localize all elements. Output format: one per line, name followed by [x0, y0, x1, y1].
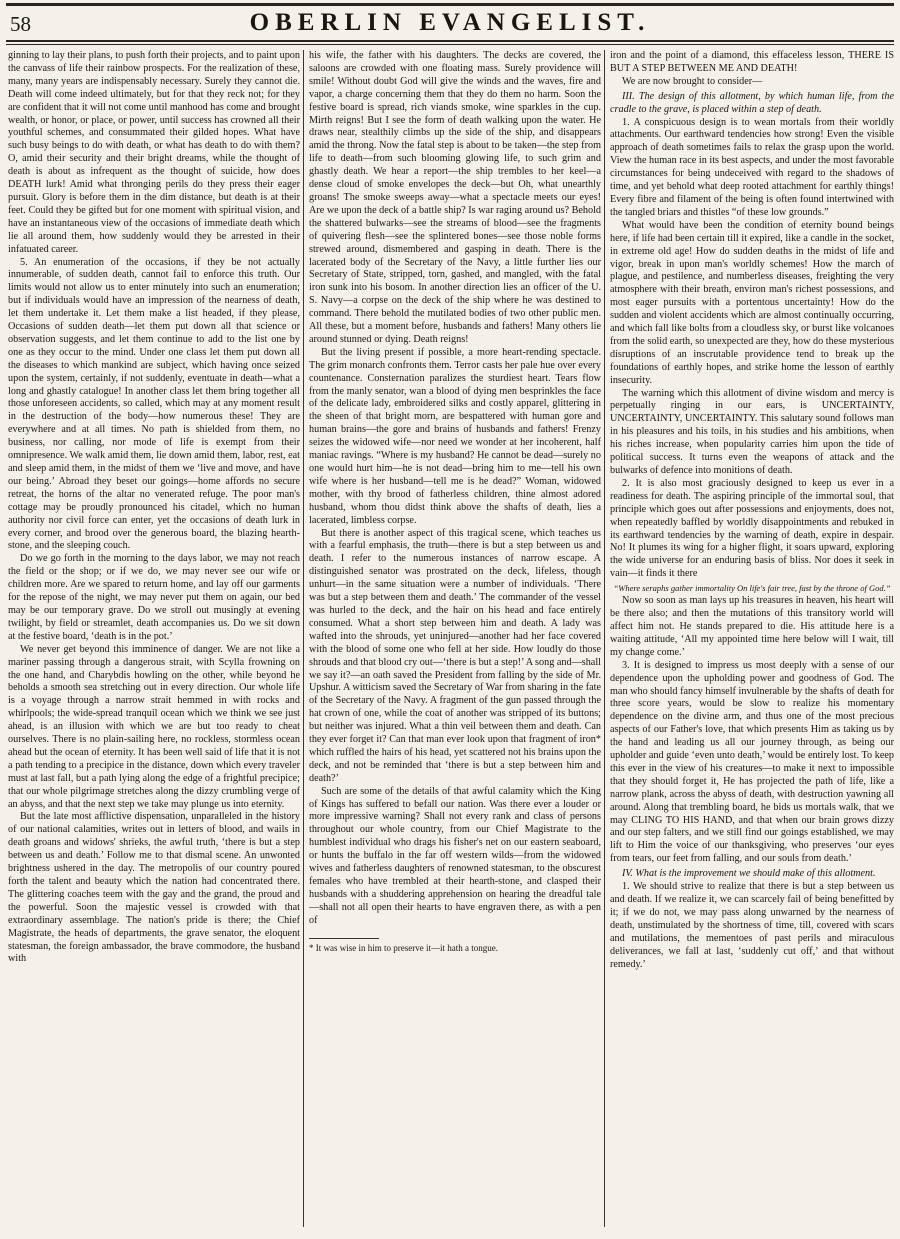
paragraph: 1. We should strive to realize that there is but a step between us and death. If we realize it, we can scarcely fail of being benefitted by it; if we do not, we may pass along unwarned by the nearness of death, unstimulated by the shortness of time, till, covered with scars and mutilations, the mementoes of past perils and miraculous deliverances, we fall at last, ‘suddenly cut off,’ and that without remedy.’ [610, 881, 894, 970]
paragraph: Do we go forth in the morning to the days labor, we may not reach the field or the shop; or if we do, we may never see our wife or children more. Are we spared to return home, and lay off our garments for the repose of the night, we may never put them on again, our bed may be our temporary grave. Do we stroll out musingly at evening twilight, by field or streamlet, death accompanies us. Do we sit down at the festive board, ‘death is in the pot.’ [8, 553, 300, 642]
paragraph: What would have been the condition of eternity bound beings here, if life had been certain till it expired, like a candle in the socket, in extreme old age! How do sudden deaths in the midst of life and vigor, break in upon man's worldly schemes! How the march of plague, and pestilence, and numberless diseases, freighting the very atmosphere with their breath, environ man's richest possessions, and most eager pursuits with a portentous uncertainty! How do the sudden and violent accidents which are almost continually occurring, and which fall like bolts from a cloudless sky, or burst like volcanoes from the solid earth, so unexpected are they, how do these mysterious disruptions of an inscrutable providence tend to break up the foundations of earthly hopes, and strike home the lesson of earthly insecurity. [610, 219, 894, 386]
paragraph: But there is another aspect of this tragical scene, which teaches us with a fearful emphasis, the truth—there is but a step between us and death. I refer to the numerous instances of narrow escape. A distinguished senator was prostrated on the deck, lifeless, though unhurt—in the same situation were a number of individuals. ‘There was but a step between them and death.’ The commander of the vessel was hurled to the deck, and the hair on his head and face entirely consumed. What a short step between him and death. A lady was wafted into the shrouds, yet uninjured—another had her face covered with the blood of some one who fell at her side. How loudly do those shrouds and that blood cry out—‘there is but a step!’ A song and—shall we say it?—an oath saved the President from falling by the side of Mr. Upshur. A witticism saved the Secretary of War from sharing in the fate of the Secretary of the Navy. A fragment of the gun passed through the hat crown of one, while the coat of another was stripped of its buttons; but neither was injured. What a thin veil between them and death. Can they ever forget it? Can that man ever look upon that fragment of iron* which ruffled the hairs of his head, yet scattered not his brains upon the deck, and not be reminded that ‘there is but a step between him and death?’ [309, 527, 601, 784]
column-divider [303, 50, 304, 1227]
paragraph: 5. An enumeration of the occasions, if they be not actually innumerable, of sudden death, cannot fail to enforce this truth. Our limits would not allow us to enter minutely into such an enumeration; but if individuals would have an impression of the nearness of death, let them undertake it. Let them make a list headed, if they please, Occasions of sudden death—let them put down all that science or observation suggests, and let them continue to add to the list one by one as they occur to the mind. Under one class let them put down all the diseases to which mankind are subject, which having once seized upon the system, certainly, if not suddenly, eventuate in death—what a long and ghastly catalogue! In another class let them bring together all those unforeseen accidents, so called, which may at any moment result in the destruction of the body—how numerous these! They are everywhere and at all times. No path is shielded from them, no business, nor calling, nor mode of life is exempt from their omnipresence. We walk amid them, lie down amid them, labor, rest, eat and sleep amid them, in the midst of them we ‘live and move, and have our being.’ Abroad they beset our goings—home affords no secure retreat, the horns of the altar no venerated refuge. The poor man's cottage may be proudly pronounced his citadel, which no human authority nor civil force can enter, yet the occasions of death lurk in every corner, and brood over the generous board, the blazing hearth-stone, and the sleeping couch. [8, 256, 300, 552]
paragraph: We are now brought to consider— [622, 75, 763, 87]
column-1 [8, 50, 300, 1233]
paragraph: But the late most afflictive dispensation, unparalleled in the history of our national calamities, writes out in letters of blood, and wails in death groans and widows' shrieks, the awful truth, ‘there is but a step between us and death.’ Follow me to that dismal scene. An unwonted brightness ushered in the day. The metropolis of our country poured forth the talent and beauty which the nation had concentrated there. The glittering coaches teem with the gay and the grand, the proud and the powerful. Soon the majestic vessel is crowded with that extraordinary assemblage. The nation's pride is there; the Chief Magistrate, the heads of departments, the grave senator, the eloquent statesman, the foreign ambassador, the brave commodore, the husband with [8, 811, 300, 965]
footnote: * It was wise in him to preserve it—it hath a tongue. [309, 942, 498, 953]
masthead [0, 0, 900, 42]
section-heading: III. The design of this allotment, by which human life, from the cradle to the grave, is placed within a step of death. [610, 90, 894, 115]
paragraph: But the living present if possible, a more heart-rending spectacle. The grim monarch confronts them. Terror casts her pale hue over every countenance. Consternation paralizes the sturdiest heart. Tears flow from the manly senator, wan a blood of dying men besprinkles the face of the delicate lady, embroidered silks and costly apparel, glittering in the sheen of that bright morn, are bespattered with human gore and human brains—the gore and brains of husbands and fathers! Frenzy seizes the widowed wife—nor need we wonder at her incoherent, half maniac ravings. “Where is my husband? He cannot be dead—surely no one would hurt him—he is not dead—bring him to me—tell his own wife where is her husband—tell me is he dead?” Woman, widowed mother, with thy brood of fatherless children, thine almost adored husband, whom thou didst think above the shafts of death, lies a lacerated, limbless corpse. [309, 346, 601, 526]
paragraph: Such are some of the details of that awful calamity which the King of Kings has suffered to befall our nation. Was there ever a louder or more impressive warning? Shall not every rank and class of persons throughout our whole country, from our Chief Magistrate to the humblest individual who drags his fisher's net on our eastern seaboard, or hunts the buffalo in the far off western wilds—from the widowed wives and fatherless daughters of renowned statesman, to the obscurest females who have trembled at their hearth-stone, and clasped their husbands with a shuddering apprehension on hearing the dreadful tale—shall not all open their hearts to have engraven there, as with a pen of [309, 785, 601, 926]
paragraph: 2. It is also most graciously designed to keep us ever in a readiness for death. The aspiring principle of the immortal soul, that principle which goes out after possessions and enjoyments, does not, when repeatedly baffled by worldly disappointments and rebuked in its earthward tendencies by the warning of death, expire in despair. No! It plumes its wing for a higher flight, it soars upward, exploring the wide universe for an enduring basis of bliss. Nor does it seek in vain—it finds it there [610, 477, 894, 580]
paragraph: ginning to lay their plans, to push forth their projects, and to paint upon the canvass of life their rainbow prospects. For the realization of these, many, many years are indispensably necessary. Surely they cannot die. Death will come indeed ultimately, but for that they reck not; for they are confident that it will not come until manhood has come and brought wealth, or honor, or place, or power, until success has crowned all their youthful schemes, and consummated their gilded hopes. What have such busy beings to do with death, or what has death to do with them? O, amid their security and their bright dreams, while the thought of death is about as infrequent as the thought of suicide, how does DEATH lurk! Amid what thronging perils do they press their eager pursuit. Glory is before them in the dim distance, but death is at their feet. Could they be gifted but for one moment with spiritual vision, and have an instantaneous view of the occasions of immediate death which lie all around them, how suddenly would they be arrested in their infatuated career. [8, 50, 300, 255]
paragraph: The warning which this allotment of divine wisdom and mercy is perpetually ringing in our ears, is UNCERTAINTY, UNCERTAINTY, UNCERTAINTY. This salutary sound follows man in his pleasures and his toils, in his studies and his ambitions, when his riches increase, when popularity carries him upon the tide of political success. It turns even the weapons of attack and the bulwarks of defence into monitions of death. [610, 387, 894, 476]
column-2 [309, 50, 601, 1233]
footnote-rule [309, 938, 379, 939]
paragraph: his wife, the father with his daughters. The decks are covered, the saloons are crowded with one floating mass. Surely providence will smile! Without doubt God will give the winds and the waves, fire and vapor, a charge concerning them that they do them no harm. Soon the festive board is spread, rich viands smoke, wine sparkles in the cup. Mirth reigns! But I see the form of death walking upon the water. He draws near, stealthily climbs up the side of the ship, and disappears amid the throng. Now the fatal step is about to be taken—the step from life to death—from such blooming glowing life, to such grim and ghastly death. We hear a report—the ship trembles to her keel—a dense cloud of smoke envelopes the deck—but Oh, what unearthly groans! The smoke sweeps away—what a spectacle meets our eyes! Are we upon the deck of a battle ship? Is war raging around us? Behold the shattered bulwarks—see the streams of blood—see the fragments of quivering flesh—see the splintered bones—see those noble forms strewed around, dismembered and gasping in death. There is the lacerated body of the Secretary of the Navy, a little further lies our Secretary of State, stripped, torn, gashed, and mangled, with the fatal iron sunk into his bosom. In another direction lies an officer of the U. S. Navy—a corpse on the deck of the ship where he was destined to command. There behold the mutilated bodies of two other public men. All these, but a moment before, husbands and fathers! Many others lie around stunned or dying. Death reigns! [309, 50, 601, 345]
header-rule-thin [6, 44, 894, 45]
header-rule [6, 40, 894, 42]
top-rule [6, 3, 894, 6]
page-number: 58 [10, 12, 31, 36]
poetry-quote: “Where seraphs gather immortality On life's fair tree, fast by the throne of God.” [613, 583, 891, 594]
column-divider [604, 50, 605, 1227]
paragraph: Now so soon as man lays up his treasures in heaven, his heart will be there also; and then the mutations of this transitory world will affect him not. He stands prepared to die. His attitude here is a waiting attitude, ‘All my appointed time here below will I wait, till my change come.’ [610, 595, 894, 658]
column-3 [610, 50, 894, 1233]
paragraph: iron and the point of a diamond, this effaceless lesson, THERE IS BUT A STEP BETWEEN ME AND DEATH! [610, 50, 894, 74]
paragraph: We never get beyond this imminence of danger. We are not like a mariner passing through a dangerous strait, with Scylla frowning on the one hand, and Charybdis howling on the other, while beyond he beholds a smooth sea stretching out in every direction. Our whole life is a voyage through a narrow strait hemmed in with rocks and whirlpools; the wide-spread tranquil ocean which we think we see just ahead, is an illusion with which we are but too ready to cheat ourselves. There is no plain-sailing here, no rockless, stormless ocean ahead but the ocean of eternity. It has been well said of life that it is not a path tending to a precipice in the distance, down which every traveler must at last fall, but a path lying along the edge of a frightful precipice; that our whole pilgrimage stretches along the dizzy crumbling verge of an abyss, and that the next step we take may plunge us into eternity. [8, 643, 300, 810]
paragraph: 3. It is designed to impress us most deeply with a sense of our dependence upon the upholding power and goodness of God. The man who should fancy himself invulnerable by the shafts of death for three score years, would be slow to realize his momentary dependence on the divine arm, and thus one of the most precious aspects of our Father's love, that which presents Him as taking us by the hand and leading us all our journey through, as being our upholder and guide ‘even unto death,’ would be entirely lost. To keep this ever in the view of his creatures—to make it next to impossible that they should forget it, He has projected the path of life, like a narrow plank, across the abyss of death, with destruction yawning all around. Along that trembling board, he bids us mortals walk, that we may CLING TO HIS HAND, and that when our brain grows dizzy and our step falters, and we still find our goings established, we may lift to Him the voice of our thanksgiving, who preserves ‘our eyes from tears, our feet from falling, and our souls from death.’ [610, 659, 894, 865]
paragraph: 1. A conspicuous design is to wean mortals from their worldly attachments. Our earthward tendencies how strong! Even the visible approach of death sometimes fails to relax the grasp upon the world. View the human race in its best aspects, and under the most favorable circumstances for being undeceived with regard to the shadows of time, and yet behold what deep rooted attachment for earthly things! Every fibre and filament of the being is often found intertwined with the tangled briars and thistles “of these low grounds.” [610, 116, 894, 218]
section-heading: IV. What is the improvement we should make of this allotment. [622, 868, 876, 880]
newspaper-title: OBERLIN EVANGELIST. [249, 9, 651, 36]
